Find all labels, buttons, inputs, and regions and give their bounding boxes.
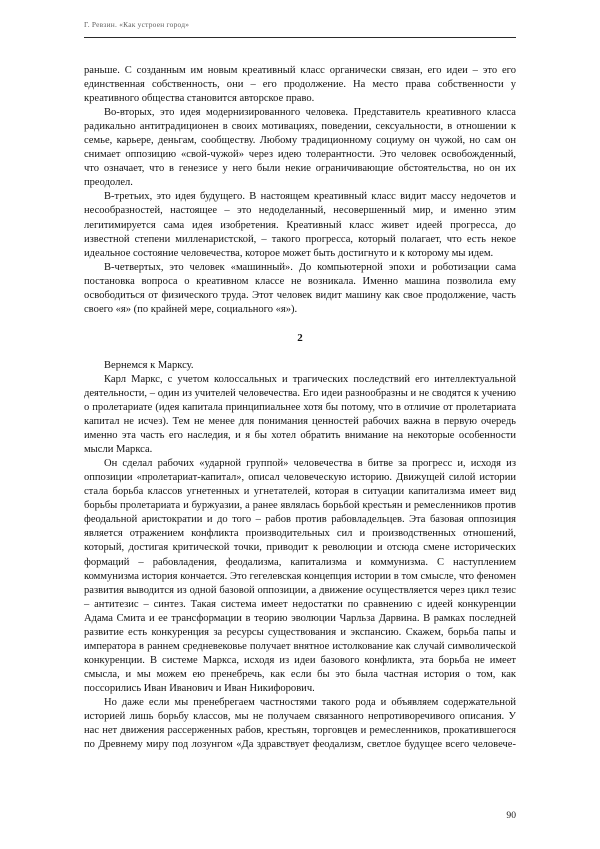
body-text-column: [84, 64, 516, 766]
page-header: [0, 0, 600, 48]
paragraph-creative-property: раньше. С созданным им новым креативный класс органически связан, его идеи – это его единственная собственность, они – его продолжение. На место права собственности у креативного общества становится авторское право.: [84, 65, 516, 105]
paragraph-back-to-marx: Вернемся к Марксу.: [104, 359, 194, 371]
paragraph-karl-marx: Карл Маркс, с учетом колоссальных и трагических последствий его интеллектуальной деятельности, – один из учителей человечества. Его идеи разнообразны и не сводятся к учению о пролетариате (идея капитала принципиальнее хотя бы потому, что в отличие от пролетариата капитал не исчез). Тем не менее для понимания ценностей рабочих важна в первую очередь именно эта часть его наследия, и я бы хотел обратить внимание на некоторые особенности мысли Маркса.: [84, 373, 516, 456]
section-number: 2: [297, 331, 303, 344]
page-number: 90: [506, 810, 516, 821]
paragraph-even-if-we-neglect: Но даже если мы пренебрегаем частностями такого рода и объявляем содержательной историей лишь борьбу классов, мы не получаем связанного непротиворечивого описания. У нас нет движения рассерженных рабов, крестьян, торговцев и ремесленников, прокатившегося по Древнему миру под лозунгом «Да здравствует феодализм, светлое будущее всего человече-: [84, 696, 516, 751]
header-rule: [84, 37, 516, 38]
running-head: Г. Ревзин. «Как устроен город»: [84, 20, 190, 29]
paragraph-shock-group: Он сделал рабочих «ударной группой» человечества в битве за прогресс и, исходя из оппозиции «пролетариат-капитал», описал человеческую историю. Движущей силой истории стала борьба классов угнетенных и угнетателей, которая в ситуации капитализма имеет вид борьбы пролетариата и буржуазии, а ранее являлась борьбой крестьян и ремесленников против феодальной аристократии и до того – рабов против рабовладельцев. Эта базовая оппозиция является отражением конфликта производительных сил и производственных отношений, который, достигая критической точки, приводит к революции и отсюда смене исторических формаций – рабовладения, феодализма, капитализма и коммунизма. С наступлением коммунизма история кончается. Это гегелевская концепция истории в том смысле, что феномен развития выводится из одной базовой оппозиции, а движение осуществляется через цикл тезис – антитезис – синтез. Такая система имеет недостатки по сравнению с идеей конкуренции Адама Смита и ее трансформации в теорию эволюции Чарльза Дарвина. В рамках последней развитие есть конкуренция за ресурсы существования и экспансию. Скажем, борьба папы и императора в раннем средневековье получает внятное истолкование как случай символической конкуренции. В системе Маркса, исходя из идеи базового конфликта, эта борьба не имеет смысла, и мы можем ею пренебречь, как если бы это была частная история о том, как поссорились Иван Иванович и Иван Никифорович.: [84, 458, 516, 694]
paragraph-machine-person: В-четвертых, это человек «машинный». До компьютерной эпохи и роботизации сама постановка вопроса о креативном классе не возникала. Именно машина позволила ему освободиться от физического труда. Этот человек видит машину как свое продолжение, часть своего «я» (по крайней мере, социального «я»).: [84, 261, 516, 315]
paragraph-modernized-person: Во-вторых, это идея модернизированного человека. Представитель креативного класса радикально антитрадиционен в своих мотивациях, поведении, сексуальности, в отношении к семье, карьере, деньгам, сообществу. Любому традиционному социуму он чужой, но сам он снимает оппозицию «свой-чужой» через идею толерантности. Это человек освобожденный, что означает, что в генезисе у него были некие ограничивающие обстоятельства, но он их преодолел.: [84, 107, 516, 189]
paragraph-idea-of-future: В-третьих, это идея будущего. В настоящем креативный класс видит массу недочетов и несообразностей, настоящее – это недоделанный, несовершенный мир, и именно этим легитимируется сама идея изобретения. Креативный класс живет идеей прогресса, до известной степени милленаристской, – такого прогресса, который полагает, что есть некое идеальное состояние человечества, которое может быть достигнуто и к которому мы идем.: [84, 191, 516, 259]
